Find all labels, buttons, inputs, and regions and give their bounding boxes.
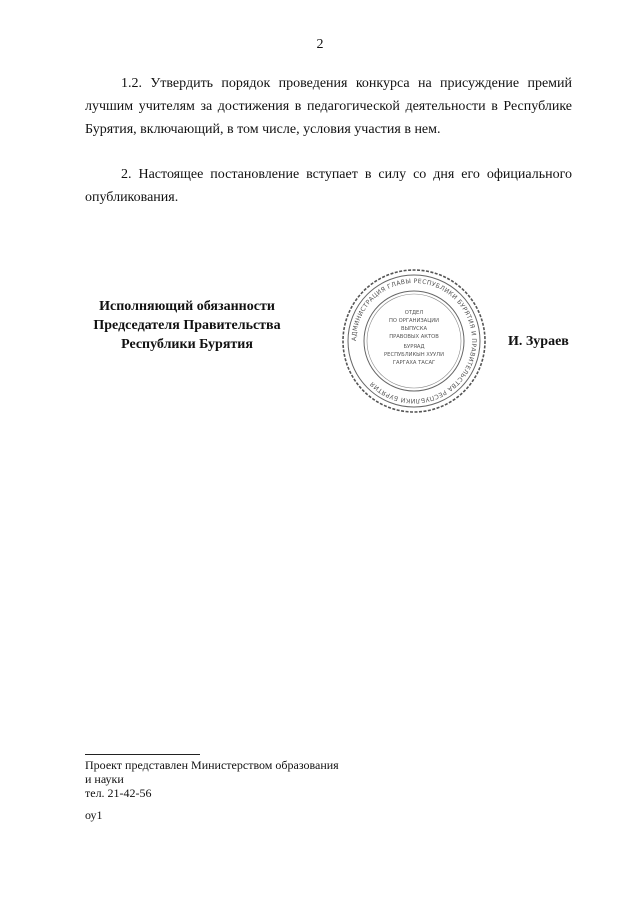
footnote-line: тел. 21-42-56	[85, 786, 152, 800]
seal-center-line: ГАРГАХА ТАСАГ	[392, 360, 436, 366]
svg-text:АДМИНИСТРАЦИЯ ГЛАВЫ РЕСПУБЛИКИ	[351, 278, 477, 404]
signer-position-line: Председателя Правительства	[93, 318, 281, 333]
footnote-line: и науки	[85, 772, 124, 786]
seal-center-line: БУРЯАД	[403, 344, 425, 350]
signer-position	[62, 297, 312, 354]
paragraph-1-2: 1.2. Утвердить порядок проведения конкурса на присуждение премий лучшим учителям за достижения в педагогической деятельности в Республике Бурятия, включающий, в том числе, условия участия в нем.	[85, 76, 572, 137]
seal-center-line: РЕСПУБЛИКЫН ХУУЛИ	[384, 352, 444, 358]
seal-ring-text: АДМИНИСТРАЦИЯ ГЛАВЫ РЕСПУБЛИКИ БУРЯТИЯ И ПРАВИТЕЛЬСТВА РЕСПУБЛИКИ БУРЯТИЯ	[350, 277, 478, 405]
signer-position-line: Республики Бурятия	[121, 337, 253, 352]
footnote-line: Проект представлен Министерством образования	[85, 758, 339, 772]
page-number: 2	[316, 37, 324, 52]
seal-center-line: ПО ОРГАНИЗАЦИИ	[388, 318, 440, 324]
footnote	[85, 758, 405, 800]
seal-center-line: ПРАВОВЫХ АКТОВ	[389, 334, 439, 340]
signer-position-line: Исполняющий обязанности	[99, 299, 275, 314]
seal-center-line: ВЫПУСКА	[400, 326, 428, 332]
seal-center-line: ОТДЕЛ	[404, 310, 424, 316]
document-index-code: оу1	[85, 808, 103, 822]
footnote-divider	[85, 754, 200, 755]
official-seal	[341, 268, 487, 414]
paragraph-2: 2. Настоящее постановление вступает в силу со дня его официального опубликования.	[85, 167, 572, 205]
signer-name: И. Зураев	[508, 334, 569, 349]
